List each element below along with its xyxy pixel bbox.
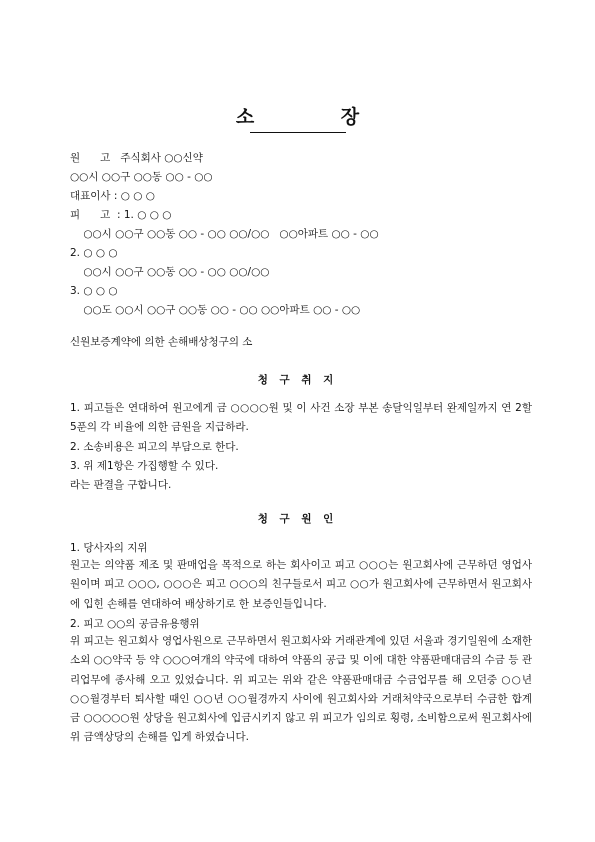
claim-cause-sub2-title: 2. 피고 ○○의 공금유용행위 [70,618,200,630]
case-name: 신원보증계약에 의한 손해배상청구의 소 [70,336,253,348]
defendant3-address: ○○도 ○○시 ○○구 ○○동 ○○ - ○○ ○○아파트 ○○ - ○○ [70,304,361,316]
defendant-line: 피 고 : 1. ○ ○ ○ [70,209,172,221]
defendant2-address: ○○시 ○○구 ○○동 ○○ - ○○ ○○/○○ [70,266,270,278]
defendant3-label: 3. ○ ○ ○ [70,285,118,297]
claim-cause-heading: 청 구 원 인 [257,513,338,525]
claim-purpose-closing: 라는 판결을 구합니다. [70,479,172,491]
defendant1-address: ○○시 ○○구 ○○동 ○○ - ○○ ○○/○○ ○○아파트 ○○ - ○○ [70,228,379,240]
claim-cause-sub2-body: 위 피고는 원고회사 영업사원으로 근무하면서 원고회사와 거래관계에 있던 서울과 경기일원에 소재한 소외 ○○약국 등 약 ○○○여개의 약국에 대하여 약품의 공급 및 이에 대한 약품판매대금의 수금 등 관리업무에 종사해 오고 있었습니다. 위 피고는 위와 같은 약품판매대금 수금업무를 해 오던중 ○○년 ○○월경부터 퇴사할 때인 ○○년 ○○월경까지 사이에 원고회사와 거래처약국으로부터 수금한 합계 금 ○○○○○원 상당을 원고회사에 입금시키지 않고 위 피고가 임의로 횡령, 소비함으로써 원고회사에 위 금액상당의 손해를 입게 하였습니다. [70,635,532,744]
claim-cause-sub1-title: 1. 당사자의 지위 [70,542,148,554]
claim-purpose-heading: 청 구 취 지 [257,374,338,386]
document-title: 소 장 [235,106,400,128]
defendant2-label: 2. ○ ○ ○ [70,247,118,259]
claim-purpose-item-3: 3. 위 제1항은 가집행할 수 있다. [70,460,219,472]
plaintiff-address: ○○시 ○○구 ○○동 ○○ - ○○ [70,171,213,183]
title-underline [250,132,346,133]
claim-purpose-item-2: 2. 소송비용은 피고의 부담으로 한다. [70,441,239,453]
claim-purpose-item-1: 1. 피고들은 연대하여 원고에게 금 ○○○○원 및 이 사건 소장 부본 송달익일부터 완제일까지 연 2할 5푼의 각 비율에 의한 금원을 지급하라. [70,402,532,434]
plaintiff-line: 원 고 주식회사 ○○신약 [70,152,203,164]
claim-cause-sub1-body: 원고는 의약품 제조 및 판매업을 목적으로 하는 회사이고 피고 ○○○는 원고회사에 근무하던 영업사원이며 피고 ○○○, ○○○은 피고 ○○○의 친구들로서 피고 ○○가 원고회사에 근무하면서 원고회사에 입힌 손해를 연대하여 배상하기로 한 보증인들입니다. [70,559,532,610]
representative-line: 대표이사 : ○ ○ ○ [70,190,155,202]
